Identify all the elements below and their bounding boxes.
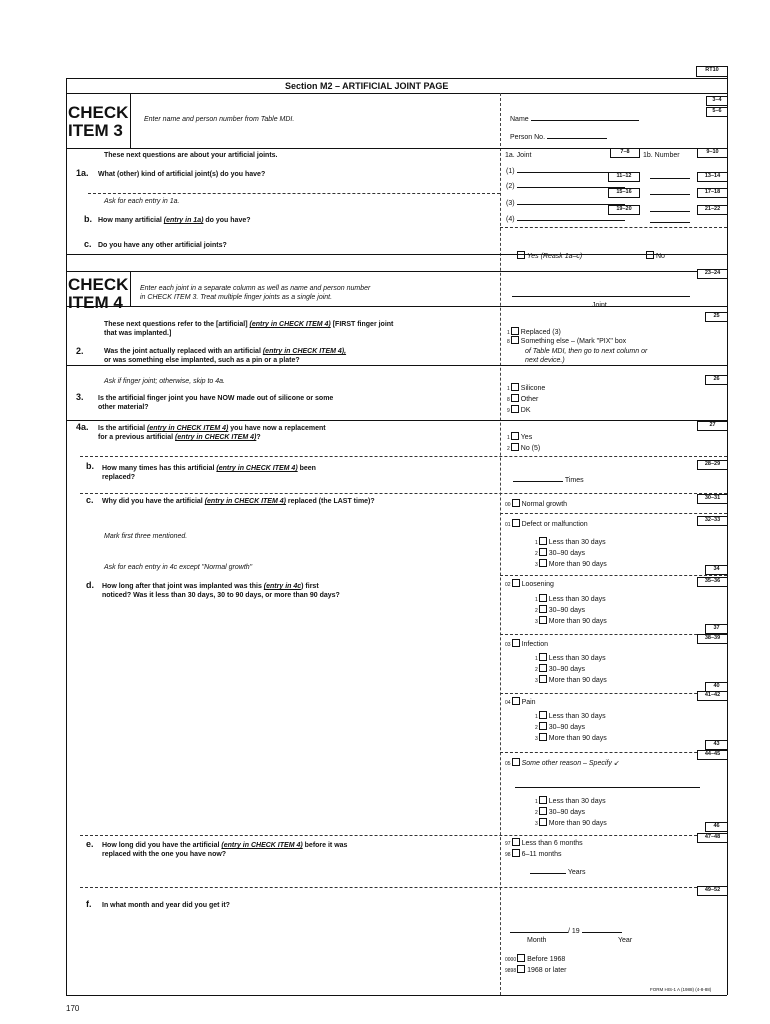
q1c-number: c. xyxy=(84,239,92,249)
q4f-text: In what month and year did you get it? xyxy=(102,902,230,909)
footer-form-code: FORM HIS-1 A (1988) (4-8-88) xyxy=(650,987,712,992)
q4f-options[interactable]: 0000 Before 1968 9898 1968 or later xyxy=(505,956,567,974)
duration-options-loosening[interactable]: 1 Less than 30 days 2 30–90 days 3 More than 90 days xyxy=(535,596,607,625)
q4d-number: d. xyxy=(86,580,94,590)
code-box: 9–10 xyxy=(697,148,728,158)
check-item-3-title: CHECK ITEM 3 xyxy=(68,103,129,140)
code-box: 3–4 xyxy=(706,96,728,106)
code-box: 5–6 xyxy=(706,107,728,117)
year-label: Year xyxy=(618,937,633,944)
q4b-number: b. xyxy=(86,461,94,471)
q4e-options[interactable]: 97 Less than 6 months 98 6–11 months xyxy=(505,840,583,858)
q3-options[interactable]: 1 Silicone 8 Other 9 DK xyxy=(507,385,546,414)
code-box: 43 xyxy=(705,740,728,750)
code-box: 28–29 xyxy=(697,460,728,470)
q4e-text: How long did you have the artificial (entry in CHECK ITEM 4) before it was replaced with the one you have now? xyxy=(102,842,348,858)
arrow-icon: ↙ xyxy=(613,760,620,767)
month-label: Month xyxy=(527,937,547,944)
code-box: 19–20 xyxy=(608,205,640,215)
q1-intro: These next questions are about your artificial joints. xyxy=(104,152,278,159)
q1b-number: b. xyxy=(84,214,92,224)
q4f-date-field[interactable]: / 19 xyxy=(510,927,622,936)
q1b-text: How many artificial (entry in 1a) do you have? xyxy=(98,217,251,224)
q3-instruction: Ask if finger joint; otherwise, skip to 4a. xyxy=(104,378,225,385)
joint-row-2[interactable]: (2) xyxy=(506,182,625,191)
q1a-number: 1a. xyxy=(76,168,89,178)
code-box: 30–31 xyxy=(697,494,728,504)
code-box: 17–18 xyxy=(697,188,728,198)
code-box: 49–52 xyxy=(697,886,728,896)
q2-intro: These next questions refer to the [artificial] (entry in CHECK ITEM 4) [FIRST finger joint that was implanted.] xyxy=(104,321,394,337)
q3-number: 3. xyxy=(76,392,84,402)
duration-options-infection[interactable]: 1 Less than 30 days 2 30–90 days 3 More than 90 days xyxy=(535,655,607,684)
duration-options-defect[interactable]: 1 Less than 30 days 2 30–90 days 3 More than 90 days xyxy=(535,539,607,568)
code-box: 7–8 xyxy=(610,148,640,158)
code-box: 38–39 xyxy=(697,634,728,644)
code-box: 13–14 xyxy=(697,172,728,182)
code-box: 27 xyxy=(697,421,728,431)
reason-defect[interactable]: 01 Defect or malfunction xyxy=(505,521,588,528)
reason-loosening[interactable]: 02 Loosening xyxy=(505,581,554,588)
code-box: 35–36 xyxy=(697,577,728,587)
q4e-years-field[interactable]: Years xyxy=(530,868,585,877)
q4a-text: Is the artificial (entry in CHECK ITEM 4) you have now a replacement for a previous artificial (entry in CHECK ITEM 4)? xyxy=(98,425,326,441)
q2-replaced-option[interactable]: 1 Replaced (3) xyxy=(507,329,561,336)
code-box: 41–42 xyxy=(697,691,728,701)
q2-something-else-option[interactable]: 8 Something else – (Mark "PIX" box of Table MDI, then go to next column or next device.) xyxy=(507,338,648,364)
check-item-4-title: CHECK ITEM 4 xyxy=(68,275,129,312)
q1c-text: Do you have any other artificial joints? xyxy=(98,242,227,249)
q1-ask-each: Ask for each entry in 1a. xyxy=(104,198,180,205)
joint-row-1[interactable]: (1) xyxy=(506,167,625,176)
q4c-text: Why did you have the artificial (entry in CHECK ITEM 4) replaced (the LAST time)? xyxy=(102,498,375,505)
code-box: 15–16 xyxy=(608,188,640,198)
person-no-field[interactable]: Person No. xyxy=(510,133,607,142)
name-field[interactable]: Name xyxy=(510,115,639,124)
q2-text: Was the joint actually replaced with an artificial (entry in CHECK ITEM 4), or was something else implanted, such as a pin or a plate? xyxy=(104,348,347,364)
q3-text: Is the artificial finger joint you have NOW made out of silicone or some other material? xyxy=(98,395,334,411)
code-box: 32–33 xyxy=(697,516,728,526)
code-box: 11–12 xyxy=(608,172,640,182)
page-number: 170 xyxy=(66,1004,80,1013)
q4a-options[interactable]: 1 Yes 2 No (5) xyxy=(507,434,541,452)
code-box: 40 xyxy=(705,682,728,692)
duration-options-other[interactable]: 1 Less than 30 days 2 30–90 days 3 More than 90 days xyxy=(535,798,607,827)
no-option[interactable]: No xyxy=(646,251,665,261)
reason-infection[interactable]: 03 Infection xyxy=(505,641,549,648)
q4c-mark-first: Mark first three mentioned. xyxy=(104,533,188,540)
code-box: 37 xyxy=(705,624,728,634)
reason-other-specify[interactable]: 05 Some other reason – Specify ↙ xyxy=(505,760,620,767)
q4d-text: How long after that joint was implanted was this (entry in 4c) first noticed? Was it less than 30 days, 30 to 90 days, or more than 90 days? xyxy=(102,583,340,599)
q4b-text: How many times has this artificial (entry in CHECK ITEM 4) been replaced? xyxy=(102,465,316,481)
check-item-4-instruction: Enter each joint in a separate column as well as name and person number in CHECK ITEM 3. Treat multiple finger joints as a single joint. xyxy=(140,285,371,301)
q4a-number: 4a. xyxy=(76,422,89,432)
code-box: 34 xyxy=(705,565,728,575)
q4b-times-field[interactable]: Times xyxy=(513,476,584,485)
joint-label: Joint xyxy=(592,302,607,309)
joint-row-3[interactable]: (3) xyxy=(506,199,625,208)
yes-reask-option[interactable]: Yes (Reask 1a–c) xyxy=(517,251,582,261)
q1a-text: What (other) kind of artificial joint(s) do you have? xyxy=(98,171,266,178)
duration-options-pain[interactable]: 1 Less than 30 days 2 30–90 days 3 More than 90 days xyxy=(535,713,607,742)
q2-number: 2. xyxy=(76,346,84,356)
q4e-number: e. xyxy=(86,839,94,849)
code-box: 23–24 xyxy=(697,269,728,279)
number-column-label: 1b. Number xyxy=(643,152,680,159)
joint-row-4[interactable]: (4) xyxy=(506,215,625,224)
q4c-normal-growth[interactable]: 00 Normal growth xyxy=(505,501,568,508)
code-box: 47–48 xyxy=(697,833,728,843)
reason-pain[interactable]: 04 Pain xyxy=(505,699,536,706)
code-box: 44–45 xyxy=(697,750,728,760)
code-box: 26 xyxy=(705,375,728,385)
code-box: 46 xyxy=(705,822,728,832)
code-box: 21–22 xyxy=(697,205,728,215)
form-code-box: RT10 xyxy=(696,66,728,77)
section-title: Section M2 – ARTIFICIAL JOINT PAGE xyxy=(285,81,449,91)
check-item-3-instruction: Enter name and person number from Table MDI. xyxy=(144,116,295,123)
q4f-number: f. xyxy=(86,899,92,909)
code-box: 25 xyxy=(705,312,728,322)
q4c-number: c. xyxy=(86,495,94,505)
q4c-ask-each: Ask for each entry in 4c except "Normal growth" xyxy=(104,564,253,571)
joint-column-label: 1a. Joint xyxy=(505,152,532,159)
